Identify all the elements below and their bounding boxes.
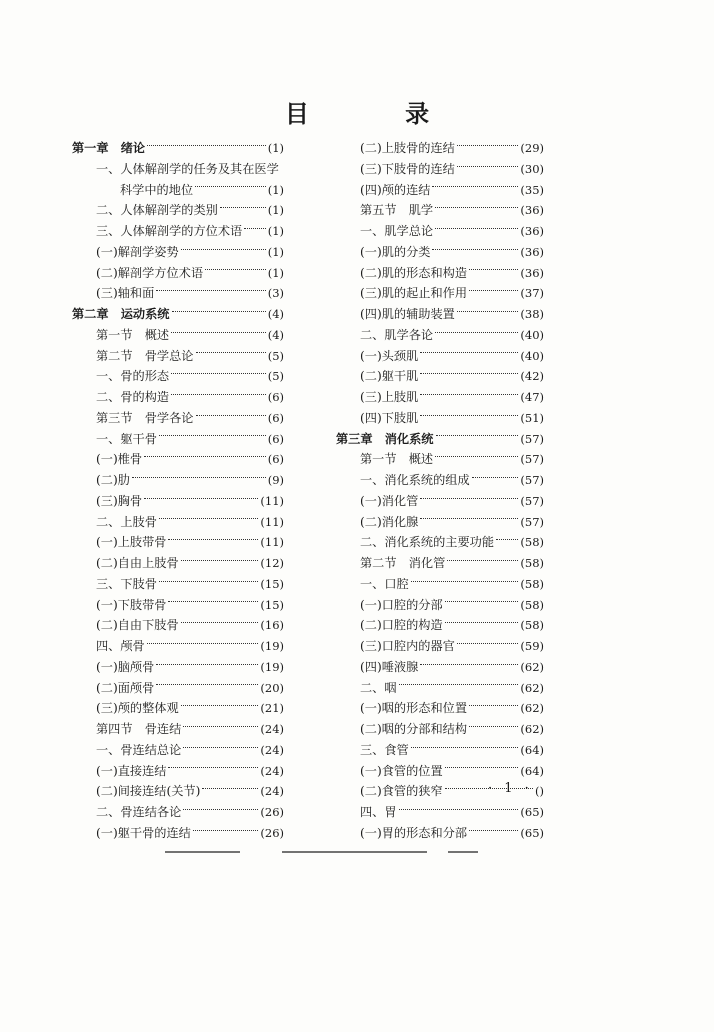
toc-entry-label: 二、消化系统的主要功能 xyxy=(360,535,495,550)
toc-entry-label: (二)躯干肌 xyxy=(360,369,419,384)
toc-entry xyxy=(72,615,284,636)
toc-entry xyxy=(72,781,284,802)
toc-entry xyxy=(336,408,544,429)
dot-leader xyxy=(171,394,266,395)
dot-leader xyxy=(432,249,518,250)
toc-entry xyxy=(336,159,544,180)
toc-chapter-entry xyxy=(336,429,544,450)
toc-entry xyxy=(336,719,544,740)
toc-entry-label: (一)头颈肌 xyxy=(360,348,419,363)
dot-leader xyxy=(159,518,258,519)
toc-entry-page: (42) xyxy=(520,369,544,384)
dot-leader xyxy=(147,643,259,644)
toc-entry-label: (一)脑颅骨 xyxy=(96,659,155,674)
toc-entry xyxy=(336,595,544,616)
toc-entry-label: (四)肌的辅助装置 xyxy=(360,307,455,321)
toc-entry-label: 第一节 概述 xyxy=(360,452,434,467)
toc-entry xyxy=(336,678,544,699)
dot-leader xyxy=(181,560,259,561)
toc-entry xyxy=(72,325,284,346)
toc-entry-page: () xyxy=(535,784,544,799)
dot-leader xyxy=(436,435,519,436)
dot-leader xyxy=(156,290,265,291)
dot-leader xyxy=(171,332,266,333)
toc-entry-page: (3) xyxy=(267,286,284,301)
toc-entry xyxy=(72,200,284,221)
dot-leader xyxy=(457,311,519,312)
toc-entry-label: (三)肌的起止和作用 xyxy=(360,286,468,301)
toc-entry-page: (51) xyxy=(520,410,544,425)
dot-leader xyxy=(144,498,258,499)
toc-entry-label: 第三章 消化系统 xyxy=(336,431,434,446)
toc-entry-label: 四、胃 xyxy=(360,805,397,819)
toc-entry-page: (36) xyxy=(520,224,544,238)
toc-entry-page: (26) xyxy=(260,805,284,819)
page-number: · 1 · xyxy=(488,781,533,796)
toc-entry-page: (47) xyxy=(520,390,544,404)
toc-entry-page: (24) xyxy=(260,742,284,757)
dot-leader xyxy=(432,186,518,187)
toc-entry-label: (二)食管的狭窄 xyxy=(360,784,443,799)
toc-entry xyxy=(336,304,544,325)
toc-entry-page: (1) xyxy=(267,244,284,259)
toc-entry-page: (26) xyxy=(260,825,284,840)
dot-leader xyxy=(399,684,519,685)
toc-entry-label: 第一章 绪论 xyxy=(72,141,146,155)
toc-entry-label: 三、食管 xyxy=(360,742,409,757)
toc-entry xyxy=(336,657,544,678)
toc-entry-page: (58) xyxy=(520,618,544,633)
dot-leader xyxy=(469,269,518,270)
dot-leader xyxy=(181,622,259,623)
dot-leader xyxy=(144,456,266,457)
toc-entry-page: (64) xyxy=(520,742,544,757)
toc-entry-label: 二、骨的构造 xyxy=(96,390,170,404)
dot-leader xyxy=(420,352,518,353)
toc-entry-page: (6) xyxy=(267,431,284,446)
toc-entry-label: (一)胃的形态和分部 xyxy=(360,825,468,840)
dot-leader xyxy=(445,622,519,623)
dot-leader xyxy=(420,498,518,499)
toc-entry-label: 一、人体解剖学的任务及其在医学 xyxy=(96,161,279,176)
toc-entry-page: (64) xyxy=(520,763,544,778)
toc-entry xyxy=(72,429,284,450)
toc-entry xyxy=(336,470,544,491)
toc-entry-label: (一)食管的位置 xyxy=(360,763,443,778)
toc-entry-page: (4) xyxy=(267,307,284,321)
toc-entry-page: (57) xyxy=(520,473,544,487)
toc-entry-page: (6) xyxy=(267,410,284,425)
scan-artifact-line xyxy=(165,851,240,853)
dot-leader xyxy=(469,290,518,291)
toc-entry-label: (三)上肢肌 xyxy=(360,390,419,404)
toc-entry-label: (一)肌的分类 xyxy=(360,244,431,259)
toc-entry xyxy=(72,636,284,657)
toc-entry-page: (1) xyxy=(267,224,284,238)
dot-leader xyxy=(244,228,265,229)
dot-leader xyxy=(195,186,266,187)
toc-entry-label: (三)胸骨 xyxy=(96,493,143,508)
toc-entry xyxy=(72,740,284,761)
toc-entry-page: (12) xyxy=(260,556,284,570)
toc-entry-page: (40) xyxy=(520,348,544,363)
dot-leader xyxy=(472,477,519,478)
toc-entry-page: (15) xyxy=(260,597,284,612)
dot-leader xyxy=(196,415,266,416)
toc-entry-page: (65) xyxy=(520,825,544,840)
toc-entry xyxy=(336,221,544,242)
toc-entry-label: 二、上肢骨 xyxy=(96,514,157,529)
dot-leader xyxy=(168,601,258,602)
dot-leader xyxy=(420,373,518,374)
toc-entry xyxy=(336,449,544,470)
dot-leader xyxy=(202,788,258,789)
dot-leader xyxy=(220,207,266,208)
toc-entry xyxy=(72,263,284,284)
toc-entry xyxy=(72,242,284,263)
dot-leader xyxy=(156,684,258,685)
toc-entry-label: 第二节 骨学总论 xyxy=(96,348,194,363)
toc-entry xyxy=(72,698,284,719)
toc-entry-label: (三)轴和面 xyxy=(96,286,155,301)
toc-entry xyxy=(336,740,544,761)
toc-entry-page: (62) xyxy=(520,701,544,716)
toc-entry-page: (59) xyxy=(520,639,544,653)
dot-leader xyxy=(205,269,266,270)
toc-chapter-entry xyxy=(72,138,284,159)
dot-leader xyxy=(132,477,266,478)
dot-leader xyxy=(457,643,519,644)
toc-entry xyxy=(72,802,284,823)
toc-entry-label: 第三节 骨学各论 xyxy=(96,410,194,425)
toc-entry-page: (62) xyxy=(520,680,544,695)
dot-leader xyxy=(159,435,266,436)
toc-entry xyxy=(336,200,544,221)
toc-entry-page: (24) xyxy=(260,722,284,736)
toc-entry xyxy=(72,366,284,387)
toc-entry-label: (四)颅的连结 xyxy=(360,182,431,197)
toc-entry xyxy=(336,698,544,719)
toc-entry-page: (58) xyxy=(520,556,544,570)
toc-entry-page: (38) xyxy=(520,307,544,321)
toc-entry xyxy=(336,366,544,387)
toc-entry xyxy=(336,325,544,346)
toc-entry-page: (11) xyxy=(260,514,284,529)
dot-leader xyxy=(183,747,258,748)
toc-entry xyxy=(336,283,544,304)
dot-leader xyxy=(420,394,518,395)
toc-entry-page: (35) xyxy=(520,182,544,197)
toc-entry xyxy=(72,719,284,740)
toc-entry-page: (29) xyxy=(520,141,544,155)
toc-entry-page: (19) xyxy=(260,639,284,653)
scan-artifact-line xyxy=(448,851,478,853)
toc-entry-page: (57) xyxy=(520,514,544,529)
toc-entry xyxy=(72,761,284,782)
dot-leader xyxy=(445,601,519,602)
toc-entry xyxy=(72,408,284,429)
toc-entry xyxy=(72,449,284,470)
toc-entry-label: 三、下肢骨 xyxy=(96,576,157,591)
page-title: 目 录 xyxy=(284,99,474,128)
dot-leader xyxy=(420,518,518,519)
toc-entry xyxy=(336,138,544,159)
toc-entry xyxy=(72,553,284,574)
toc-entry-page: (16) xyxy=(260,618,284,633)
toc-entry-page: (58) xyxy=(520,535,544,550)
toc-entry-label: (一)口腔的分部 xyxy=(360,597,443,612)
toc-entry-label: (二)口腔的构造 xyxy=(360,618,443,633)
toc-entry xyxy=(72,532,284,553)
toc-entry-label: (二)间接连结(关节) xyxy=(96,784,201,799)
dot-leader xyxy=(469,705,518,706)
toc-entry xyxy=(336,636,544,657)
dot-leader xyxy=(172,311,266,312)
toc-entry xyxy=(72,180,284,201)
dot-leader xyxy=(420,664,518,665)
toc-entry xyxy=(72,823,284,844)
dot-leader xyxy=(457,145,519,146)
toc-entry xyxy=(72,283,284,304)
dot-leader xyxy=(435,228,518,229)
toc-entry-label: 第五节 肌学 xyxy=(360,203,434,218)
toc-entry-page: (65) xyxy=(520,805,544,819)
toc-entry xyxy=(336,263,544,284)
toc-entry-label: (四)下肢肌 xyxy=(360,410,419,425)
dot-leader xyxy=(399,809,519,810)
dot-leader xyxy=(469,830,518,831)
toc-entry-label: (一)解剖学姿势 xyxy=(96,244,179,259)
toc-entry-label: (二)消化腺 xyxy=(360,514,419,529)
dot-leader xyxy=(147,145,266,146)
toc-entry xyxy=(72,346,284,367)
dot-leader xyxy=(420,415,518,416)
toc-entry-page: (62) xyxy=(520,659,544,674)
dot-leader xyxy=(171,373,266,374)
dot-leader xyxy=(457,166,519,167)
toc-entry-label: 一、肌学总论 xyxy=(360,224,434,238)
dot-leader xyxy=(159,581,258,582)
toc-entry-label: (四)唾液腺 xyxy=(360,659,419,674)
scan-artifact-line xyxy=(282,851,427,853)
toc-entry-label: (一)下肢带骨 xyxy=(96,597,167,612)
toc-entry-label: 二、肌学各论 xyxy=(360,327,434,342)
toc-entry-page: (36) xyxy=(520,265,544,280)
toc-entry-label: (一)躯干骨的连结 xyxy=(96,825,191,840)
dot-leader xyxy=(156,664,258,665)
toc-entry-page: (5) xyxy=(267,348,284,363)
toc-entry-label: 一、口腔 xyxy=(360,576,409,591)
dot-leader xyxy=(183,726,258,727)
toc-chapter-entry xyxy=(72,304,284,325)
toc-entry-page: (21) xyxy=(260,701,284,716)
toc-entry-page: (40) xyxy=(520,327,544,342)
toc-entry-label: 二、咽 xyxy=(360,680,397,695)
toc-entry-label: (二)自由下肢骨 xyxy=(96,618,179,633)
toc-entry xyxy=(72,595,284,616)
toc-entry-page: (1) xyxy=(267,182,284,197)
toc-entry-page: (36) xyxy=(520,244,544,259)
toc-entry xyxy=(336,823,544,844)
toc-entry-label: 第二节 消化管 xyxy=(360,556,446,570)
dot-leader xyxy=(196,352,266,353)
toc-entry-page: (58) xyxy=(520,597,544,612)
toc-entry xyxy=(336,512,544,533)
toc-entry-label: (二)肋 xyxy=(96,473,130,487)
toc-entry-label: (二)咽的分部和结构 xyxy=(360,722,468,736)
dot-leader xyxy=(168,539,258,540)
toc-entry xyxy=(72,678,284,699)
toc-entry xyxy=(336,242,544,263)
toc-entry-page: (9) xyxy=(267,473,284,487)
toc-entry-label: (一)直接连结 xyxy=(96,763,167,778)
toc-entry-label: (二)解剖学方位术语 xyxy=(96,265,204,280)
toc-entry xyxy=(336,761,544,782)
toc-entry xyxy=(336,387,544,408)
toc-entry-label: 第二章 运动系统 xyxy=(72,307,170,321)
toc-entry-page: (11) xyxy=(260,493,284,508)
toc-entry-page: (4) xyxy=(267,327,284,342)
toc-entry-label: 四、颅骨 xyxy=(96,639,145,653)
toc-entry-label: (一)咽的形态和位置 xyxy=(360,701,468,716)
toc-entry-page: (30) xyxy=(520,161,544,176)
toc-entry-page: (20) xyxy=(260,680,284,695)
toc-entry-label: (二)肌的形态和构造 xyxy=(360,265,468,280)
toc-entry-page: (1) xyxy=(267,141,284,155)
toc-entry-page: (1) xyxy=(267,265,284,280)
toc-entry-page: (37) xyxy=(520,286,544,301)
dot-leader xyxy=(181,705,259,706)
dot-leader xyxy=(168,767,258,768)
toc-entry-label: 第四节 骨连结 xyxy=(96,722,182,736)
toc-entry-label: 一、骨的形态 xyxy=(96,369,170,384)
dot-leader xyxy=(411,581,519,582)
toc-entry xyxy=(336,532,544,553)
toc-entry-label: (三)颅的整体观 xyxy=(96,701,179,716)
toc-entry xyxy=(336,491,544,512)
toc-entry-label: (三)下肢骨的连结 xyxy=(360,161,455,176)
toc-entry-page: (19) xyxy=(260,659,284,674)
toc-entry-label: 一、消化系统的组成 xyxy=(360,473,470,487)
toc-entry-label: 一、骨连结总论 xyxy=(96,742,182,757)
toc-entry-label: (一)上肢带骨 xyxy=(96,535,167,550)
toc-entry-page: (58) xyxy=(520,576,544,591)
toc-entry xyxy=(336,180,544,201)
toc-entry xyxy=(336,615,544,636)
toc-entry-page: (5) xyxy=(267,369,284,384)
dot-leader xyxy=(435,456,518,457)
toc-entry xyxy=(72,657,284,678)
toc-entry-label: 二、人体解剖学的类别 xyxy=(96,203,218,218)
toc-entry-page: (6) xyxy=(267,452,284,467)
toc-entry xyxy=(72,491,284,512)
toc-entry-label: (二)自由上肢骨 xyxy=(96,556,179,570)
toc-entry-page: (6) xyxy=(267,390,284,404)
toc-entry xyxy=(72,574,284,595)
dot-leader xyxy=(193,830,259,831)
toc-entry-label: (三)口腔内的器官 xyxy=(360,639,455,653)
toc-entry-label: (二)面颅骨 xyxy=(96,680,155,695)
toc-entry-page: (11) xyxy=(260,535,284,550)
dot-leader xyxy=(435,332,518,333)
toc-entry xyxy=(72,470,284,491)
toc-entry-page: (15) xyxy=(260,576,284,591)
toc-entry-page: (24) xyxy=(260,763,284,778)
toc-entry xyxy=(72,387,284,408)
toc-entry-label: 一、躯干骨 xyxy=(96,431,157,446)
toc-entry xyxy=(72,221,284,242)
dot-leader xyxy=(445,767,519,768)
toc-entry xyxy=(72,512,284,533)
dot-leader xyxy=(469,726,518,727)
dot-leader xyxy=(181,249,266,250)
toc-entry-page: (36) xyxy=(520,203,544,218)
toc-right-column xyxy=(336,138,544,844)
dot-leader xyxy=(183,809,258,810)
toc-entry-page: (1) xyxy=(267,203,284,218)
toc-entry xyxy=(336,346,544,367)
dot-leader xyxy=(496,539,518,540)
toc-entry xyxy=(72,159,284,180)
toc-entry-label: (一)消化管 xyxy=(360,493,419,508)
toc-entry-label: (一)椎骨 xyxy=(96,452,143,467)
dot-leader xyxy=(411,747,519,748)
toc-entry-label: 科学中的地位 xyxy=(120,182,194,197)
toc-entry-page: (24) xyxy=(260,784,284,799)
toc-entry xyxy=(336,574,544,595)
dot-leader xyxy=(435,207,518,208)
toc-entry-label: (二)上肢骨的连结 xyxy=(360,141,455,155)
toc-entry xyxy=(336,553,544,574)
toc-entry-page: (57) xyxy=(520,452,544,467)
toc-left-column xyxy=(72,138,284,844)
toc-entry-label: 二、骨连结各论 xyxy=(96,805,182,819)
toc-entry-label: 第一节 概述 xyxy=(96,327,170,342)
toc-entry-page: (57) xyxy=(520,493,544,508)
toc-entry-label: 三、人体解剖学的方位术语 xyxy=(96,224,243,238)
toc-entry-page: (57) xyxy=(520,431,544,446)
toc-entry-page: (62) xyxy=(520,722,544,736)
toc-entry xyxy=(336,802,544,823)
dot-leader xyxy=(447,560,518,561)
